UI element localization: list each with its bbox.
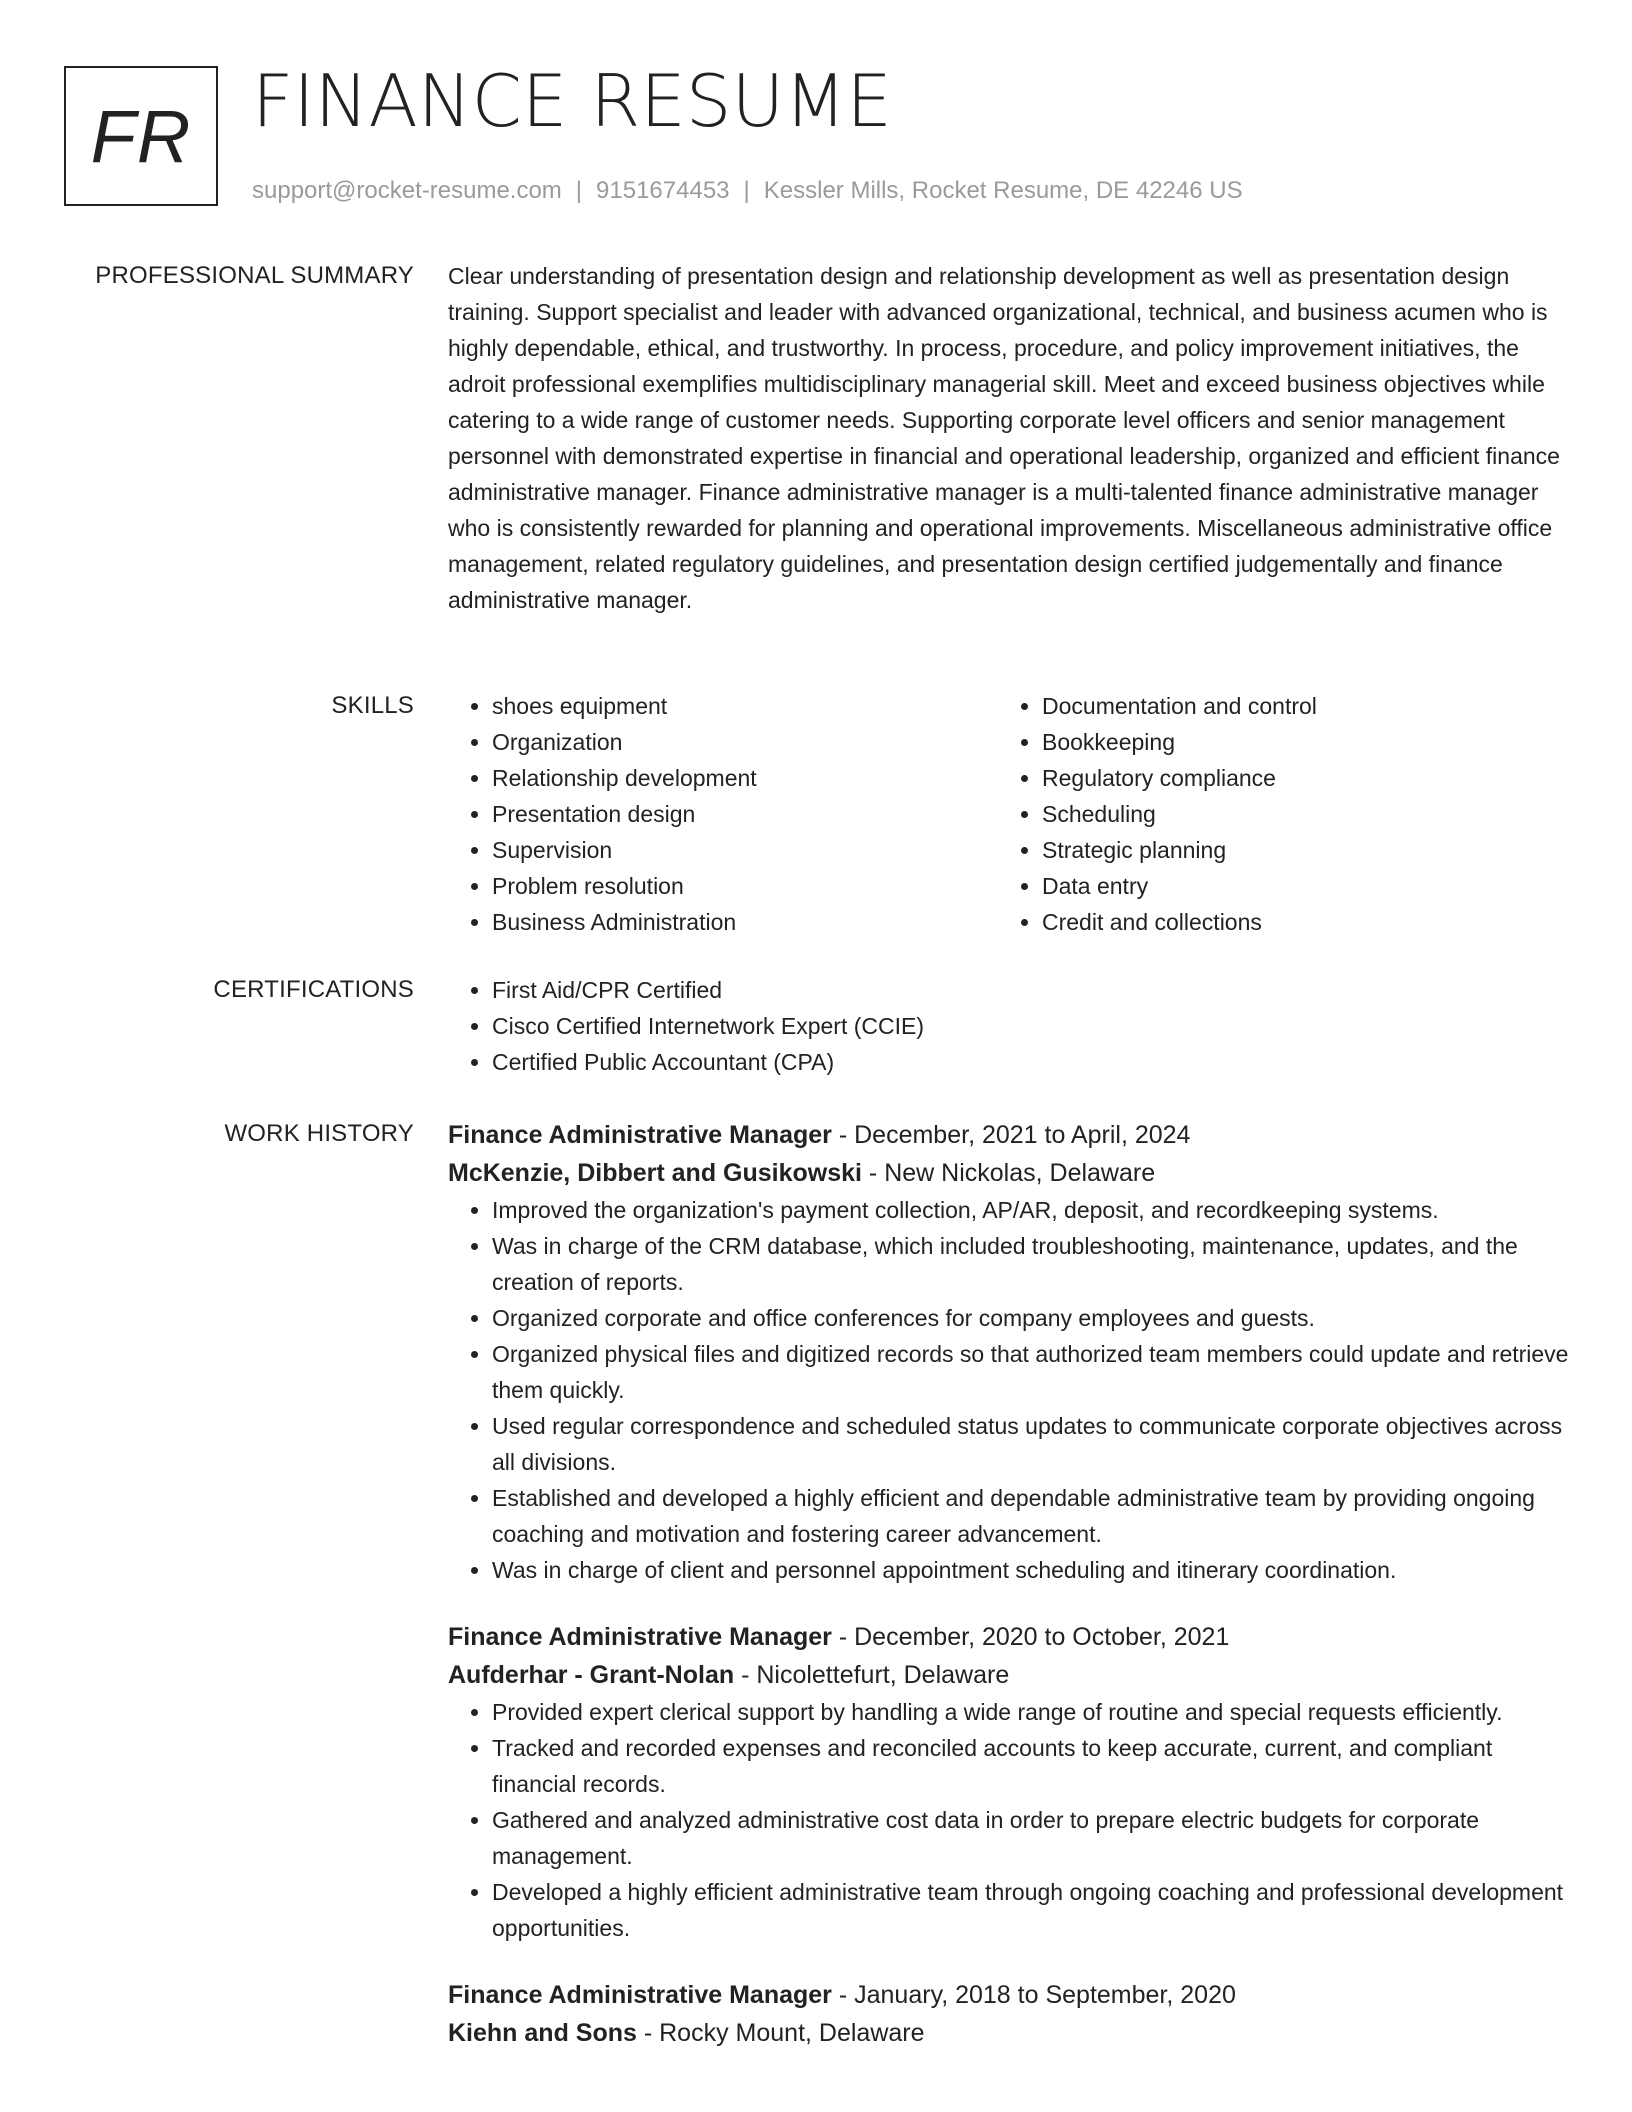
skills-list-left	[448, 688, 998, 940]
certification-item: • Certified Public Accountant (CPA)	[492, 1044, 1570, 1080]
job-entry	[448, 1976, 1570, 2052]
skill-item: • Data entry	[1042, 868, 1548, 904]
skills-body	[448, 688, 1570, 940]
summary-heading: PROFESSIONAL SUMMARY	[95, 262, 414, 289]
skills-heading: SKILLS	[331, 692, 414, 719]
certifications-list	[448, 972, 1570, 1080]
job-bullet: • Organized physical files and digitized records so that authorized team members could update and retrieve them quickly.	[492, 1336, 1570, 1408]
contact-separator: |	[575, 177, 583, 204]
job-dates: - January, 2018 to September, 2020	[831, 1981, 1236, 2009]
monogram-logo: FR	[64, 66, 218, 206]
skill-item: • Relationship development	[492, 760, 998, 796]
job-dates: - December, 2020 to October, 2021	[831, 1623, 1230, 1651]
contact-line	[252, 174, 1243, 208]
job-company-line	[448, 2014, 1570, 2052]
job-bullet: • Was in charge of client and personnel appointment scheduling and itinerary coordination.	[492, 1552, 1570, 1588]
skill-item: • Credit and collections	[1042, 904, 1548, 940]
job-title: Finance Administrative Manager	[448, 1981, 832, 2009]
job-company: Kiehn and Sons	[448, 2019, 637, 2047]
job-bullet: • Was in charge of the CRM database, which included troubleshooting, maintenance, updates, and the creation of reports.	[492, 1228, 1570, 1300]
job-bullet: • Gathered and analyzed administrative cost data in order to prepare electric budgets for corporate management.	[492, 1802, 1570, 1874]
certifications-body	[448, 972, 1570, 1080]
certifications-heading: CERTIFICATIONS	[213, 976, 414, 1003]
skill-item: • Documentation and control	[1042, 688, 1548, 724]
contact-separator: |	[743, 177, 750, 204]
job-entry	[448, 1618, 1570, 1946]
job-location: - New Nickolas, Delaware	[861, 1159, 1156, 1187]
job-title: Finance Administrative Manager	[448, 1121, 832, 1149]
job-company-line	[448, 1154, 1570, 1192]
skill-item: • shoes equipment	[492, 688, 998, 724]
contact-phone: 9151674453	[596, 177, 730, 204]
skill-item: • Supervision	[492, 832, 998, 868]
job-bullet: • Organized corporate and office conferences for company employees and guests.	[492, 1300, 1570, 1336]
contact-address: Kessler Mills, Rocket Resume, DE 42246 US	[763, 177, 1243, 204]
summary-text: Clear understanding of presentation design and relationship development as well as presentation design training. Support specialist and leader with advanced organizational, technical, and business acumen who is highly dependable, ethical, and trustworthy. In process, procedure, and policy improvement initiatives, the adroit professional exemplifies multidisciplinary managerial skill. Meet and exceed business objectives while catering to a wide range of customer needs. Supporting corporate level officers and senior management personnel with demonstrated expertise in financial and operational leadership, organized and efficient finance administrative manager. Finance administrative manager is a multi-talented finance administrative manager who is consistently rewarded for planning and operational improvements. Miscellaneous administrative office management, related regulatory guidelines, and presentation design certified judgementally and finance administrative manager.	[448, 263, 1560, 613]
work-history-heading: WORK HISTORY	[224, 1120, 414, 1147]
job-bullet: • Established and developed a highly efficient and dependable administrative team by providing ongoing coaching and motivation and fostering career advancement.	[492, 1480, 1570, 1552]
skill-item: • Presentation design	[492, 796, 998, 832]
job-bullet: • Developed a highly efficient administrative team through ongoing coaching and professional development opportunities.	[492, 1874, 1570, 1946]
certification-item: • First Aid/CPR Certified	[492, 972, 1570, 1008]
skill-item: • Scheduling	[1042, 796, 1548, 832]
certification-item: • Cisco Certified Internetwork Expert (CCIE)	[492, 1008, 1570, 1044]
job-bullet: • Tracked and recorded expenses and reconciled accounts to keep accurate, current, and compliant financial records.	[492, 1730, 1570, 1802]
job-bullet: • Improved the organization's payment collection, AP/AR, deposit, and recordkeeping systems.	[492, 1192, 1570, 1228]
skill-item: • Problem resolution	[492, 868, 998, 904]
summary-body	[448, 258, 1570, 618]
job-title: Finance Administrative Manager	[448, 1623, 832, 1651]
job-location: - Rocky Mount, Delaware	[636, 2019, 925, 2047]
job-bullet: • Provided expert clerical support by handling a wide range of routine and special requests efficiently.	[492, 1694, 1570, 1730]
job-company: McKenzie, Dibbert and Gusikowski	[448, 1159, 862, 1187]
job-bullets	[448, 1694, 1570, 1946]
job-title-line	[448, 1976, 1570, 2014]
work-history-body	[448, 1116, 1570, 2052]
job-bullet: • Used regular correspondence and scheduled status updates to communicate corporate objectives across all divisions.	[492, 1408, 1570, 1480]
resume-name: FINANCE RESUME	[252, 59, 892, 143]
skills-column-left	[448, 688, 998, 940]
job-title-line	[448, 1618, 1570, 1656]
skill-item: • Strategic planning	[1042, 832, 1548, 868]
job-bullets	[448, 1192, 1570, 1588]
skill-item: • Regulatory compliance	[1042, 760, 1548, 796]
job-company-line	[448, 1656, 1570, 1694]
skill-item: • Organization	[492, 724, 998, 760]
job-dates: - December, 2021 to April, 2024	[831, 1121, 1191, 1149]
skills-column-right	[998, 688, 1548, 940]
job-location: - Nicolettefurt, Delaware	[734, 1661, 1010, 1689]
job-entry	[448, 1116, 1570, 1588]
job-company: Aufderhar - Grant-Nolan	[448, 1661, 735, 1689]
skill-item: • Business Administration	[492, 904, 998, 940]
skill-item: • Bookkeeping	[1042, 724, 1548, 760]
skills-list-right	[998, 688, 1548, 940]
contact-email: support@rocket-resume.com	[252, 177, 562, 204]
job-title-line	[448, 1116, 1570, 1154]
